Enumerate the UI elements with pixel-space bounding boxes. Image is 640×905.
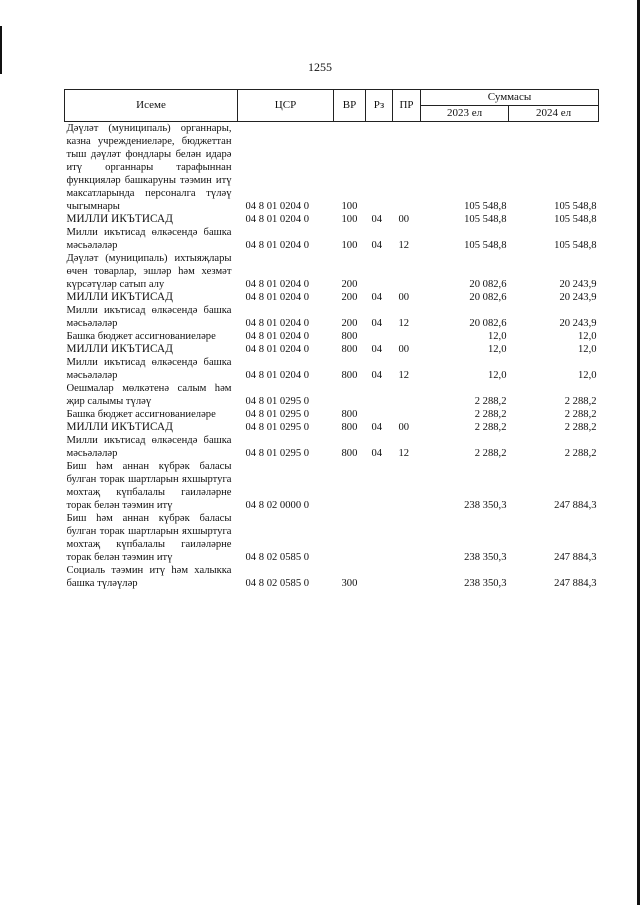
header-vr: ВР [334,90,366,122]
row-pr [393,382,421,408]
row-amount-2024: 2 288,2 [564,409,597,420]
row-rz [366,330,393,343]
header-year-2023: 2023 ел [421,106,509,122]
row-csr-code: 04 8 02 0585 0 [245,552,310,563]
row-csr-code: 04 8 01 0204 0 [245,279,310,290]
row-rz [366,512,393,564]
table-row [65,460,599,512]
row-pr [393,122,421,214]
row-pr: 00 [398,344,410,355]
table-row [65,252,599,291]
row-name: Дәүләт (муниципаль) органнары, казна учреждениеләре, бюджеттан тыш дәүләт фондлары белән идарә итү органнары тарафыннан функцияләр башкаруны тәэмин итү максатларында персоналга түләү чыгымнары [66,123,232,212]
row-csr-code: 04 8 01 0204 0 [245,344,310,355]
row-name: Милли икътисад өлкәсендә башка мәсьәләләр [66,227,232,251]
row-vr: 100 [341,201,358,212]
row-vr [334,512,366,564]
row-csr-code: 04 8 01 0204 0 [245,318,310,329]
row-rz: 04 [371,422,383,433]
row-vr: 200 [341,318,358,329]
row-rz: 04 [371,370,383,381]
row-csr-code: 04 8 01 0204 0 [245,240,310,251]
row-name: Милли икътисад өлкәсендә башка мәсьәләләр [66,305,232,329]
table-row [65,434,599,460]
row-vr: 800 [341,448,358,459]
header-pr: ПР [393,90,421,122]
row-amount-2023: 238 350,3 [464,552,507,563]
row-pr: 00 [398,214,410,225]
section-row [65,343,599,356]
row-vr: 800 [341,409,358,420]
table-row [65,330,599,343]
row-amount-2023: 20 082,6 [469,292,507,303]
row-amount-2024: 247 884,3 [554,552,597,563]
table-row [65,512,599,564]
header-name: Исеме [65,90,238,122]
header-rz: Рз [366,90,393,122]
row-csr-code: 04 8 01 0204 0 [245,292,310,303]
row-pr [393,564,421,590]
row-amount-2024: 2 288,2 [564,396,597,407]
row-rz [366,460,393,512]
row-pr: 12 [398,448,410,459]
row-pr: 12 [398,370,410,381]
table-row [65,564,599,590]
table-header [65,90,599,122]
row-pr: 00 [398,292,410,303]
row-amount-2023: 12,0 [487,370,507,381]
row-pr [393,512,421,564]
row-rz: 04 [371,344,383,355]
row-amount-2024: 2 288,2 [564,448,597,459]
row-name: Биш һәм аннан күбрәк баласы булган торак шартларын яхшыртуга мохтаҗ күпбалалы гаиләләрне торак белән тәэмин итү [66,461,232,511]
row-pr [393,330,421,343]
row-vr: 100 [341,214,358,225]
row-name: Милли икътисад өлкәсендә башка мәсьәләләр [66,435,232,459]
section-row [65,291,599,304]
row-amount-2024: 2 288,2 [564,422,597,433]
row-amount-2023: 238 350,3 [464,500,507,511]
row-rz [366,122,393,214]
row-amount-2024: 247 884,3 [554,578,597,589]
row-name: МИЛЛИ ИКЪТИСАД [66,343,173,355]
section-row [65,421,599,434]
row-name: МИЛЛИ ИКЪТИСАД [66,291,173,303]
row-amount-2023: 12,0 [487,344,507,355]
table-row [65,122,599,214]
row-amount-2024: 105 548,8 [554,240,597,251]
table-row [65,382,599,408]
row-vr: 100 [341,240,358,251]
row-amount-2023: 2 288,2 [474,448,507,459]
row-amount-2023: 105 548,8 [464,240,507,251]
row-amount-2024: 105 548,8 [554,214,597,225]
row-amount-2023: 105 548,8 [464,201,507,212]
row-rz: 04 [371,318,383,329]
header-sums: Суммасы [421,90,599,106]
row-csr-code: 04 8 01 0295 0 [245,448,310,459]
row-vr [334,460,366,512]
row-vr: 200 [341,292,358,303]
row-rz [366,382,393,408]
row-pr: 00 [398,422,410,433]
row-pr [393,252,421,291]
row-rz [366,408,393,421]
row-name: Башка бюджет ассигнованиеләре [66,331,216,342]
row-amount-2023: 2 288,2 [474,396,507,407]
table-row [65,304,599,330]
row-rz: 04 [371,214,383,225]
row-amount-2023: 12,0 [487,331,507,342]
row-amount-2024: 247 884,3 [554,500,597,511]
header-csr: ЦСР [238,90,334,122]
row-csr-code: 04 8 02 0585 0 [245,578,310,589]
row-csr-code: 04 8 01 0204 0 [245,201,310,212]
row-amount-2024: 20 243,9 [559,292,597,303]
row-csr-code: 04 8 01 0295 0 [245,396,310,407]
page-number: 1255 [308,60,332,74]
row-pr [393,460,421,512]
row-csr-code: 04 8 01 0295 0 [245,422,310,433]
row-vr [334,382,366,408]
table-row [65,226,599,252]
budget-table [64,89,599,590]
row-rz: 04 [371,448,383,459]
row-pr: 12 [398,318,410,329]
row-name: Дәүләт (муниципаль) ихтыяҗлары өчен товарлар, эшләр һәм хезмәт күрсәтүләр сатып алу [66,253,232,290]
row-csr-code: 04 8 01 0295 0 [245,409,310,420]
row-vr: 800 [341,422,358,433]
row-vr: 800 [341,331,358,342]
row-vr: 200 [341,279,358,290]
row-vr: 300 [341,578,358,589]
row-amount-2023: 20 082,6 [469,318,507,329]
section-row [65,213,599,226]
row-vr: 800 [341,370,358,381]
row-amount-2024: 12,0 [577,331,597,342]
row-name: Милли икътисад өлкәсендә башка мәсьәләләр [66,357,232,381]
row-csr-code: 04 8 02 0000 0 [245,500,310,511]
row-amount-2024: 105 548,8 [554,201,597,212]
table-row [65,356,599,382]
row-amount-2023: 20 082,6 [469,279,507,290]
row-pr [393,408,421,421]
row-amount-2024: 20 243,9 [559,279,597,290]
row-amount-2023: 2 288,2 [474,409,507,420]
row-amount-2023: 238 350,3 [464,578,507,589]
row-csr-code: 04 8 01 0204 0 [245,331,310,342]
row-rz [366,564,393,590]
row-name: МИЛЛИ ИКЪТИСАД [66,421,173,433]
row-name: МИЛЛИ ИКЪТИСАД [66,213,173,225]
row-name: Социаль тәэмин итү һәм халыкка башка түләүләр [66,565,232,589]
row-amount-2024: 12,0 [577,344,597,355]
table-row [65,408,599,421]
row-name: Биш һәм аннан күбрәк баласы булган торак шартларын яхшыртуга мохтаҗ күпбалалы гаиләләрне торак белән тәэмин итү [66,513,232,563]
row-name: Башка бюджет ассигнованиеләре [66,409,216,420]
row-rz: 04 [371,292,383,303]
row-amount-2023: 105 548,8 [464,214,507,225]
row-rz [366,252,393,291]
row-amount-2024: 12,0 [577,370,597,381]
header-year-2024: 2024 ел [509,106,599,122]
table-body [65,122,599,591]
row-amount-2024: 20 243,9 [559,318,597,329]
row-rz: 04 [371,240,383,251]
row-pr: 12 [398,240,410,251]
row-amount-2023: 2 288,2 [474,422,507,433]
row-name: Оешмалар мөлкәтенә салым һәм җир салымы түләү [66,383,232,407]
row-csr-code: 04 8 01 0204 0 [245,370,310,381]
row-vr: 800 [341,344,358,355]
row-csr-code: 04 8 01 0204 0 [245,214,310,225]
